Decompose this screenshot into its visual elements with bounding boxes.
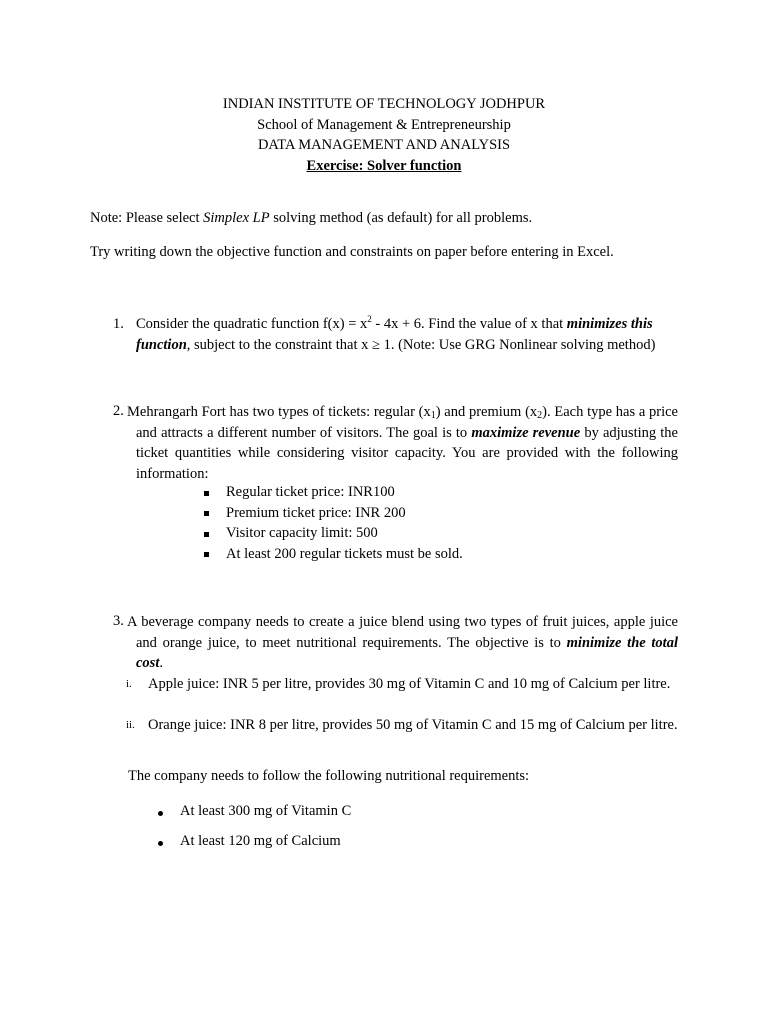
- question-1-number: 1.: [113, 316, 124, 332]
- exercise-title: Exercise: Solver function: [306, 157, 462, 174]
- note-suffix: solving method (as default) for all problems.: [269, 210, 533, 226]
- note-paragraph: [90, 210, 532, 227]
- question-2-text: [127, 402, 678, 484]
- square-bullet-icon: [204, 491, 209, 496]
- q2-sub-1: 1: [430, 410, 436, 421]
- q1-text-c: , subject to the constraint that x ≥ 1. (Note: Use GRG Nonlinear solving method): [186, 336, 656, 353]
- question-3-number: 3.: [113, 613, 124, 629]
- document-header: [0, 94, 768, 176]
- q2-sub-2: 2: [537, 410, 543, 421]
- q3-item-marker: ii.: [126, 719, 135, 731]
- q3-item-marker: i.: [126, 678, 132, 690]
- round-bullet-icon: [158, 811, 163, 816]
- question-2-number: 2.: [113, 403, 124, 419]
- question-3-text: [127, 612, 678, 674]
- q1-emphasis-b: function: [136, 336, 187, 353]
- school-name: School of Management & Entrepreneurship: [257, 116, 511, 133]
- square-bullet-icon: [204, 532, 209, 537]
- q2-text-a: Mehrangarh Fort has two types of tickets: regular (x: [127, 404, 431, 420]
- q2-emphasis: maximize revenue: [471, 424, 581, 441]
- institute-name: INDIAN INSTITUTE OF TECHNOLOGY JODHPUR: [222, 96, 546, 112]
- q1-superscript: 2: [367, 314, 372, 324]
- question-1-text: [136, 314, 678, 355]
- q1-emphasis-a: minimizes this: [566, 316, 653, 332]
- tip-paragraph: Try writing down the objective function and constraints on paper before entering in Excel.: [90, 244, 614, 260]
- q3-item-text: Orange juice: INR 8 per litre, provides 50 mg of Vitamin C and 15 mg of Calcium per litre.: [148, 717, 678, 733]
- q1-text-b: - 4x + 6. Find the value of x that: [371, 316, 567, 332]
- q2-text-b: ) and premium (x: [435, 404, 538, 420]
- q2-bullet-item: Visitor capacity limit: 500: [226, 525, 378, 541]
- q2-bullet-item: Regular ticket price: INR100: [226, 484, 395, 500]
- q2-text-c: ). Each type has a price and attracts a different number of visitors. The goal is to: [136, 404, 678, 441]
- square-bullet-icon: [204, 511, 209, 516]
- q3-item-text: Apple juice: INR 5 per litre, provides 30 mg of Vitamin C and 10 mg of Calcium per litre.: [148, 676, 671, 692]
- square-bullet-icon: [204, 552, 209, 557]
- note-method: Simplex LP: [203, 210, 270, 226]
- q2-bullet-item: At least 200 regular tickets must be sold.: [226, 546, 463, 562]
- q3-text-b: .: [159, 655, 163, 671]
- note-prefix: Note: Please select: [90, 210, 204, 226]
- q2-bullet-item: Premium ticket price: INR 200: [226, 505, 406, 521]
- requirement-item: At least 120 mg of Calcium: [180, 833, 341, 849]
- round-bullet-icon: [158, 841, 163, 846]
- requirements-intro: The company needs to follow the following nutritional requirements:: [128, 768, 530, 784]
- requirement-item: At least 300 mg of Vitamin C: [180, 803, 352, 819]
- q1-text-a: Consider the quadratic function f(x) = x: [136, 316, 368, 332]
- course-name: DATA MANAGEMENT AND ANALYSIS: [257, 137, 511, 153]
- q3-emphasis: minimize the total cost: [136, 634, 678, 671]
- q2-text-d: by adjusting the ticket quantities while considering visitor capacity. You are provided with the following information:: [136, 424, 678, 482]
- q3-text-a: A beverage company needs to create a juice blend using two types of fruit juices, apple juice and orange juice, to meet nutritional requirements. The objective is to: [127, 614, 678, 651]
